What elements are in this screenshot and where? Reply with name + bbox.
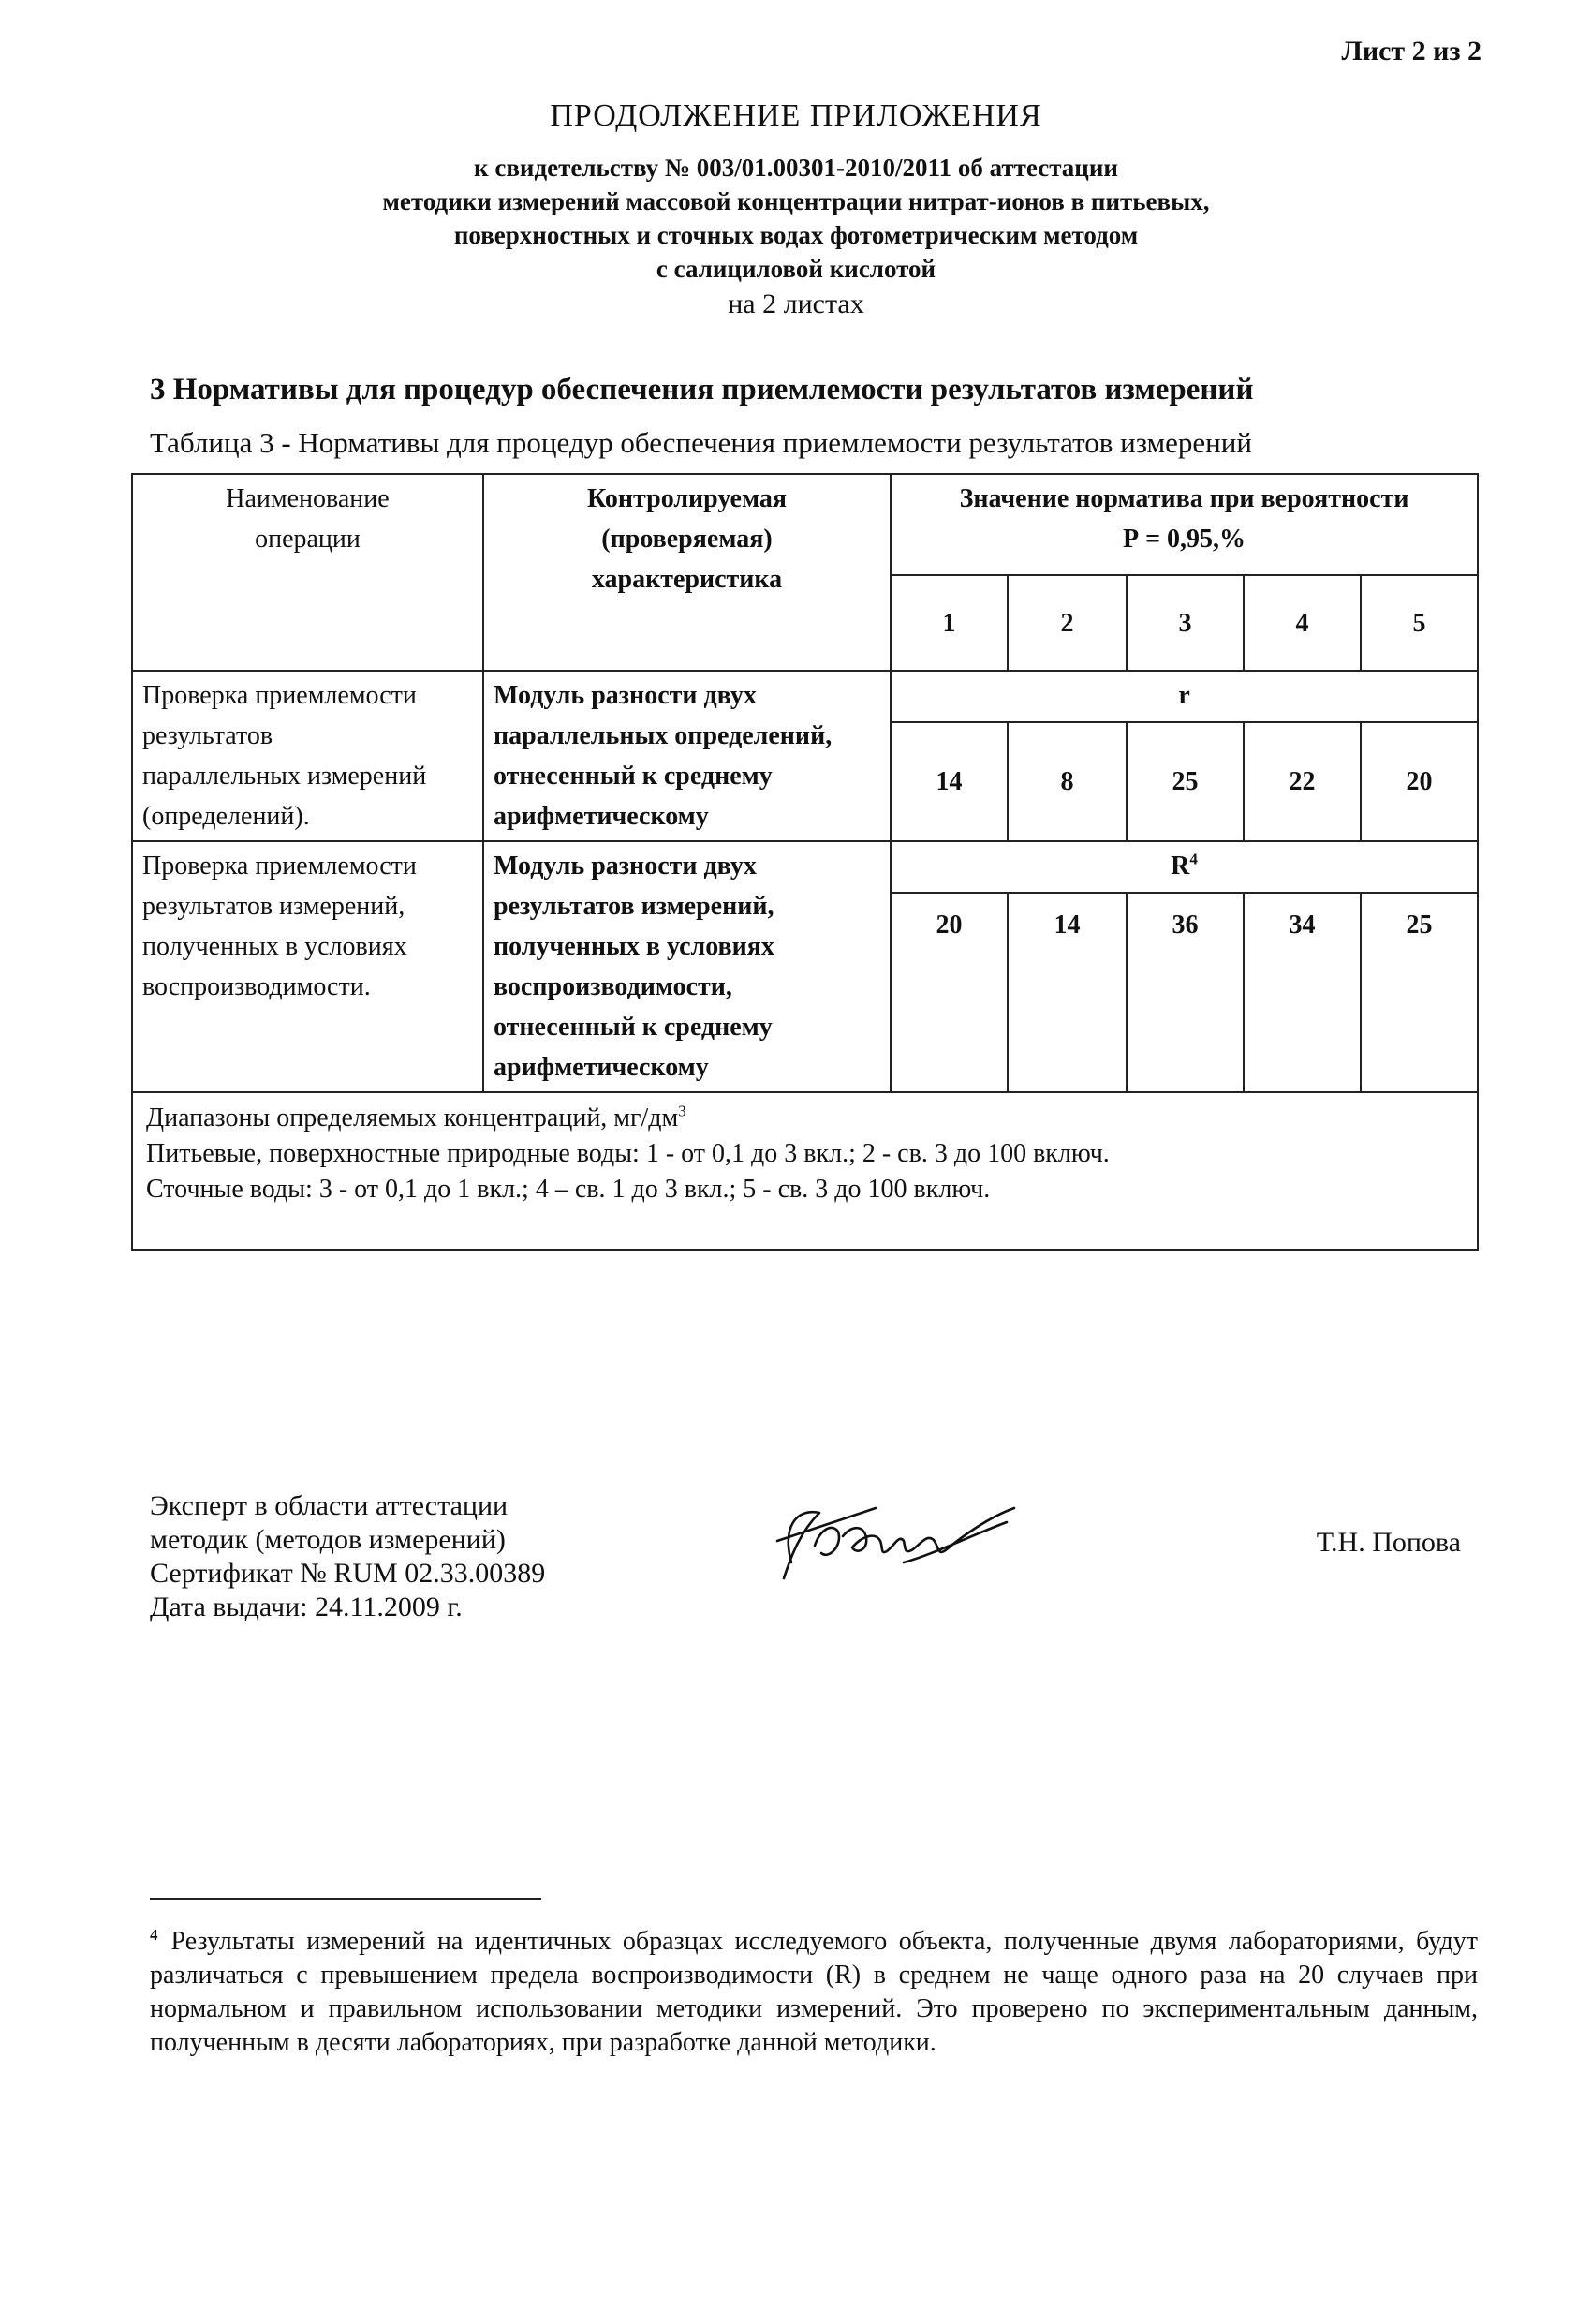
- norm-value: 22: [1244, 722, 1361, 841]
- cell-line: отнесенный к среднему: [494, 1013, 773, 1042]
- subcolumn-label: 1: [891, 575, 1008, 671]
- cell-line: Модуль разности двух: [494, 681, 757, 710]
- note-line: [146, 1101, 1464, 1136]
- title-block: [0, 98, 1592, 323]
- row-operation: [132, 671, 483, 841]
- cell-line: параллельных определений,: [494, 721, 833, 750]
- cell-line: отнесенный к среднему: [494, 762, 773, 791]
- row-characteristic: [483, 671, 891, 841]
- symbol-text: R: [1171, 851, 1190, 881]
- sheet-number: Лист 2 из 2: [1341, 36, 1481, 67]
- note-text: Диапазоны определяемых концентраций, мг/дм: [146, 1103, 679, 1132]
- norm-symbol: [891, 671, 1478, 722]
- norm-value: 34: [1244, 893, 1361, 1092]
- norm-value: 20: [1361, 722, 1478, 841]
- symbol-text: r: [1178, 681, 1190, 710]
- footnote-ref: 4: [1189, 850, 1198, 868]
- document-title: ПРОДОЛЖЕНИЕ ПРИЛОЖЕНИЯ: [550, 98, 1042, 133]
- cell-line: параллельных измерений: [142, 762, 427, 791]
- cell-line: Проверка приемлемости: [142, 851, 417, 881]
- header-text: (проверяемая): [601, 525, 773, 554]
- cell-line: воспроизводимости.: [142, 972, 371, 1001]
- subcolumn-label: 5: [1361, 575, 1478, 671]
- cell-line: полученных в условиях: [142, 932, 407, 961]
- signer-name: Т.Н. Попова: [1316, 1527, 1461, 1558]
- expert-line: Эксперт в области аттестации: [150, 1490, 509, 1521]
- norm-value: 25: [1127, 722, 1244, 841]
- footnote-text: Результаты измерений на идентичных образцах исследуемого объекта, полученные двумя лабораториями, будут различаться с превышением предела воспроизводимости (R) в среднем не чаще одного раза на 20 случаев при нормальном и правильном использовании методики измерений. Это проверено по экспериментальным данным, полученным в десяти лабораториях, при разработке данной методики.: [150, 1927, 1478, 2057]
- cell-line: воспроизводимости,: [494, 972, 732, 1001]
- cell-line: Модуль разности двух: [494, 851, 757, 881]
- subcolumn-label: 2: [1008, 575, 1127, 671]
- expert-line: Сертификат № RUM 02.33.00389: [150, 1558, 546, 1589]
- cell-line: результатов измерений,: [494, 892, 774, 921]
- subtitle-line: к свидетельству № 003/01.00301-2010/2011 об аттестации: [474, 154, 1118, 182]
- table-caption: Таблица 3 - Нормативы для процедур обеспечения приемлемости результатов измерений: [150, 426, 1252, 459]
- footnote: [150, 1925, 1478, 2060]
- header-text: Контролируемая: [587, 484, 787, 513]
- unit-exponent: 3: [678, 1102, 686, 1120]
- handwritten-signature: [763, 1489, 1025, 1602]
- cell-line: (определений).: [142, 802, 310, 831]
- table-note: [132, 1092, 1478, 1250]
- norm-value: 36: [1127, 893, 1244, 1092]
- subcolumn-label: 4: [1244, 575, 1361, 671]
- cell-line: результатов: [142, 721, 273, 750]
- row-operation: [132, 841, 483, 1092]
- norms-table: [131, 473, 1479, 1251]
- cell-line: результатов измерений,: [142, 892, 405, 921]
- norm-value: 14: [891, 722, 1008, 841]
- header-value: [891, 474, 1478, 575]
- norm-value: 14: [1008, 893, 1127, 1092]
- expert-line: методик (методов измерений): [150, 1524, 506, 1555]
- cell-line: полученных в условиях: [494, 932, 774, 961]
- subtitle-line: поверхностных и сточных водах фотометрическим методом: [453, 221, 1139, 249]
- norm-value: 8: [1008, 722, 1127, 841]
- note-line: Сточные воды: 3 - от 0,1 до 1 вкл.; 4 – св. 1 до 3 вкл.; 5 - св. 3 до 100 включ.: [146, 1175, 991, 1204]
- norm-value: 20: [891, 893, 1008, 1092]
- expert-line: Дата выдачи: 24.11.2009 г.: [150, 1591, 463, 1622]
- note-line: Питьевые, поверхностные природные воды: 1 - от 0,1 до 3 вкл.; 2 - св. 3 до 100 включ.: [146, 1139, 1110, 1168]
- footnote-mark: 4: [150, 1925, 158, 1944]
- cell-line: арифметическому: [494, 1053, 709, 1082]
- subtitle-line: с салициловой кислотой: [656, 255, 936, 283]
- header-operation: [132, 474, 483, 671]
- norm-symbol: [891, 841, 1478, 893]
- header-text: характеристика: [591, 565, 783, 594]
- subcolumn-label: 3: [1127, 575, 1244, 671]
- cell-line: арифметическому: [494, 802, 709, 831]
- expert-block: [150, 1489, 545, 1624]
- row-characteristic: [483, 841, 891, 1092]
- header-text: Значение норматива при вероятности: [959, 484, 1409, 513]
- header-text: Р = 0,95,%: [1123, 525, 1246, 554]
- subtitle-line: методики измерений массовой концентрации нитрат-ионов в питьевых,: [382, 187, 1210, 215]
- cell-line: Проверка приемлемости: [142, 681, 417, 710]
- norm-value: 25: [1361, 893, 1478, 1092]
- footnote-divider: [150, 1898, 541, 1900]
- section-heading: 3 Нормативы для процедур обеспечения приемлемости результатов измерений: [150, 373, 1254, 407]
- header-text: Наименование: [226, 484, 390, 513]
- page-count: на 2 листах: [728, 289, 864, 319]
- header-text: операции: [255, 525, 361, 554]
- header-characteristic: [483, 474, 891, 671]
